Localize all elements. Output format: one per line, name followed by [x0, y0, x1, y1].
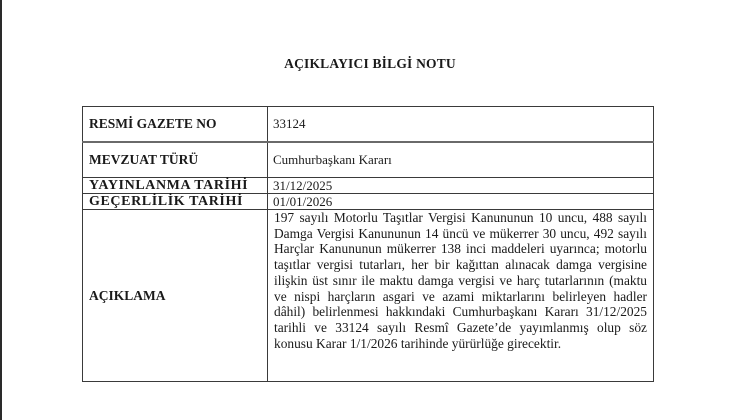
effective-date-value: 01/01/2026: [268, 194, 654, 210]
gazette-no-label: RESMİ GAZETE NO: [83, 107, 268, 143]
gazette-no-value: 33124: [268, 107, 654, 143]
publication-date-label: YAYINLANMA TARİHİ: [83, 178, 268, 194]
legislation-type-value: Cumhurbaşkanı Kararı: [268, 142, 654, 178]
table-row-effective-date: [83, 194, 654, 210]
description-label: AÇIKLAMA: [83, 210, 268, 382]
publication-date-value: 31/12/2025: [268, 178, 654, 194]
info-table: [82, 106, 654, 382]
description-value: 197 sayılı Motorlu Taşıtlar Vergisi Kanununun 10 uncu, 488 sayılı Damga Vergisi Kanununun 14 üncü ve mükerrer 30 uncu, 492 sayılı Harçlar Kanununun mükerrer 138 inci maddeleri uyarınca; motorlu taşıtlar vergisi tutarları, her bir kağıttan alınacak damga vergisine ilişkin üst sınır ile maktu damga vergisi ve harç tutarlarının (maktu ve nispi harçların asgari ve azami miktarlarını belirleyen hadler dâhil) belirlenmesi hakkındaki Cumhurbaşkanı Kararı 31/12/2025 tarihli ve 33124 sayılı Resmî Gazete’de yayımlanmış olup söz konusu Karar 1/1/2026 tarihinde yürürlüğe girecektir.: [268, 210, 654, 382]
table-row-gazette-no: [83, 107, 654, 143]
legislation-type-label: MEVZUAT TÜRÜ: [83, 142, 268, 178]
table-row-legislation-type: [83, 142, 654, 178]
effective-date-label: GEÇERLİLİK TARİHİ: [83, 194, 268, 210]
table-row-publication-date: [83, 178, 654, 194]
table-row-description: [83, 210, 654, 382]
document-title: AÇIKLAYICI BİLGİ NOTU: [284, 56, 456, 71]
